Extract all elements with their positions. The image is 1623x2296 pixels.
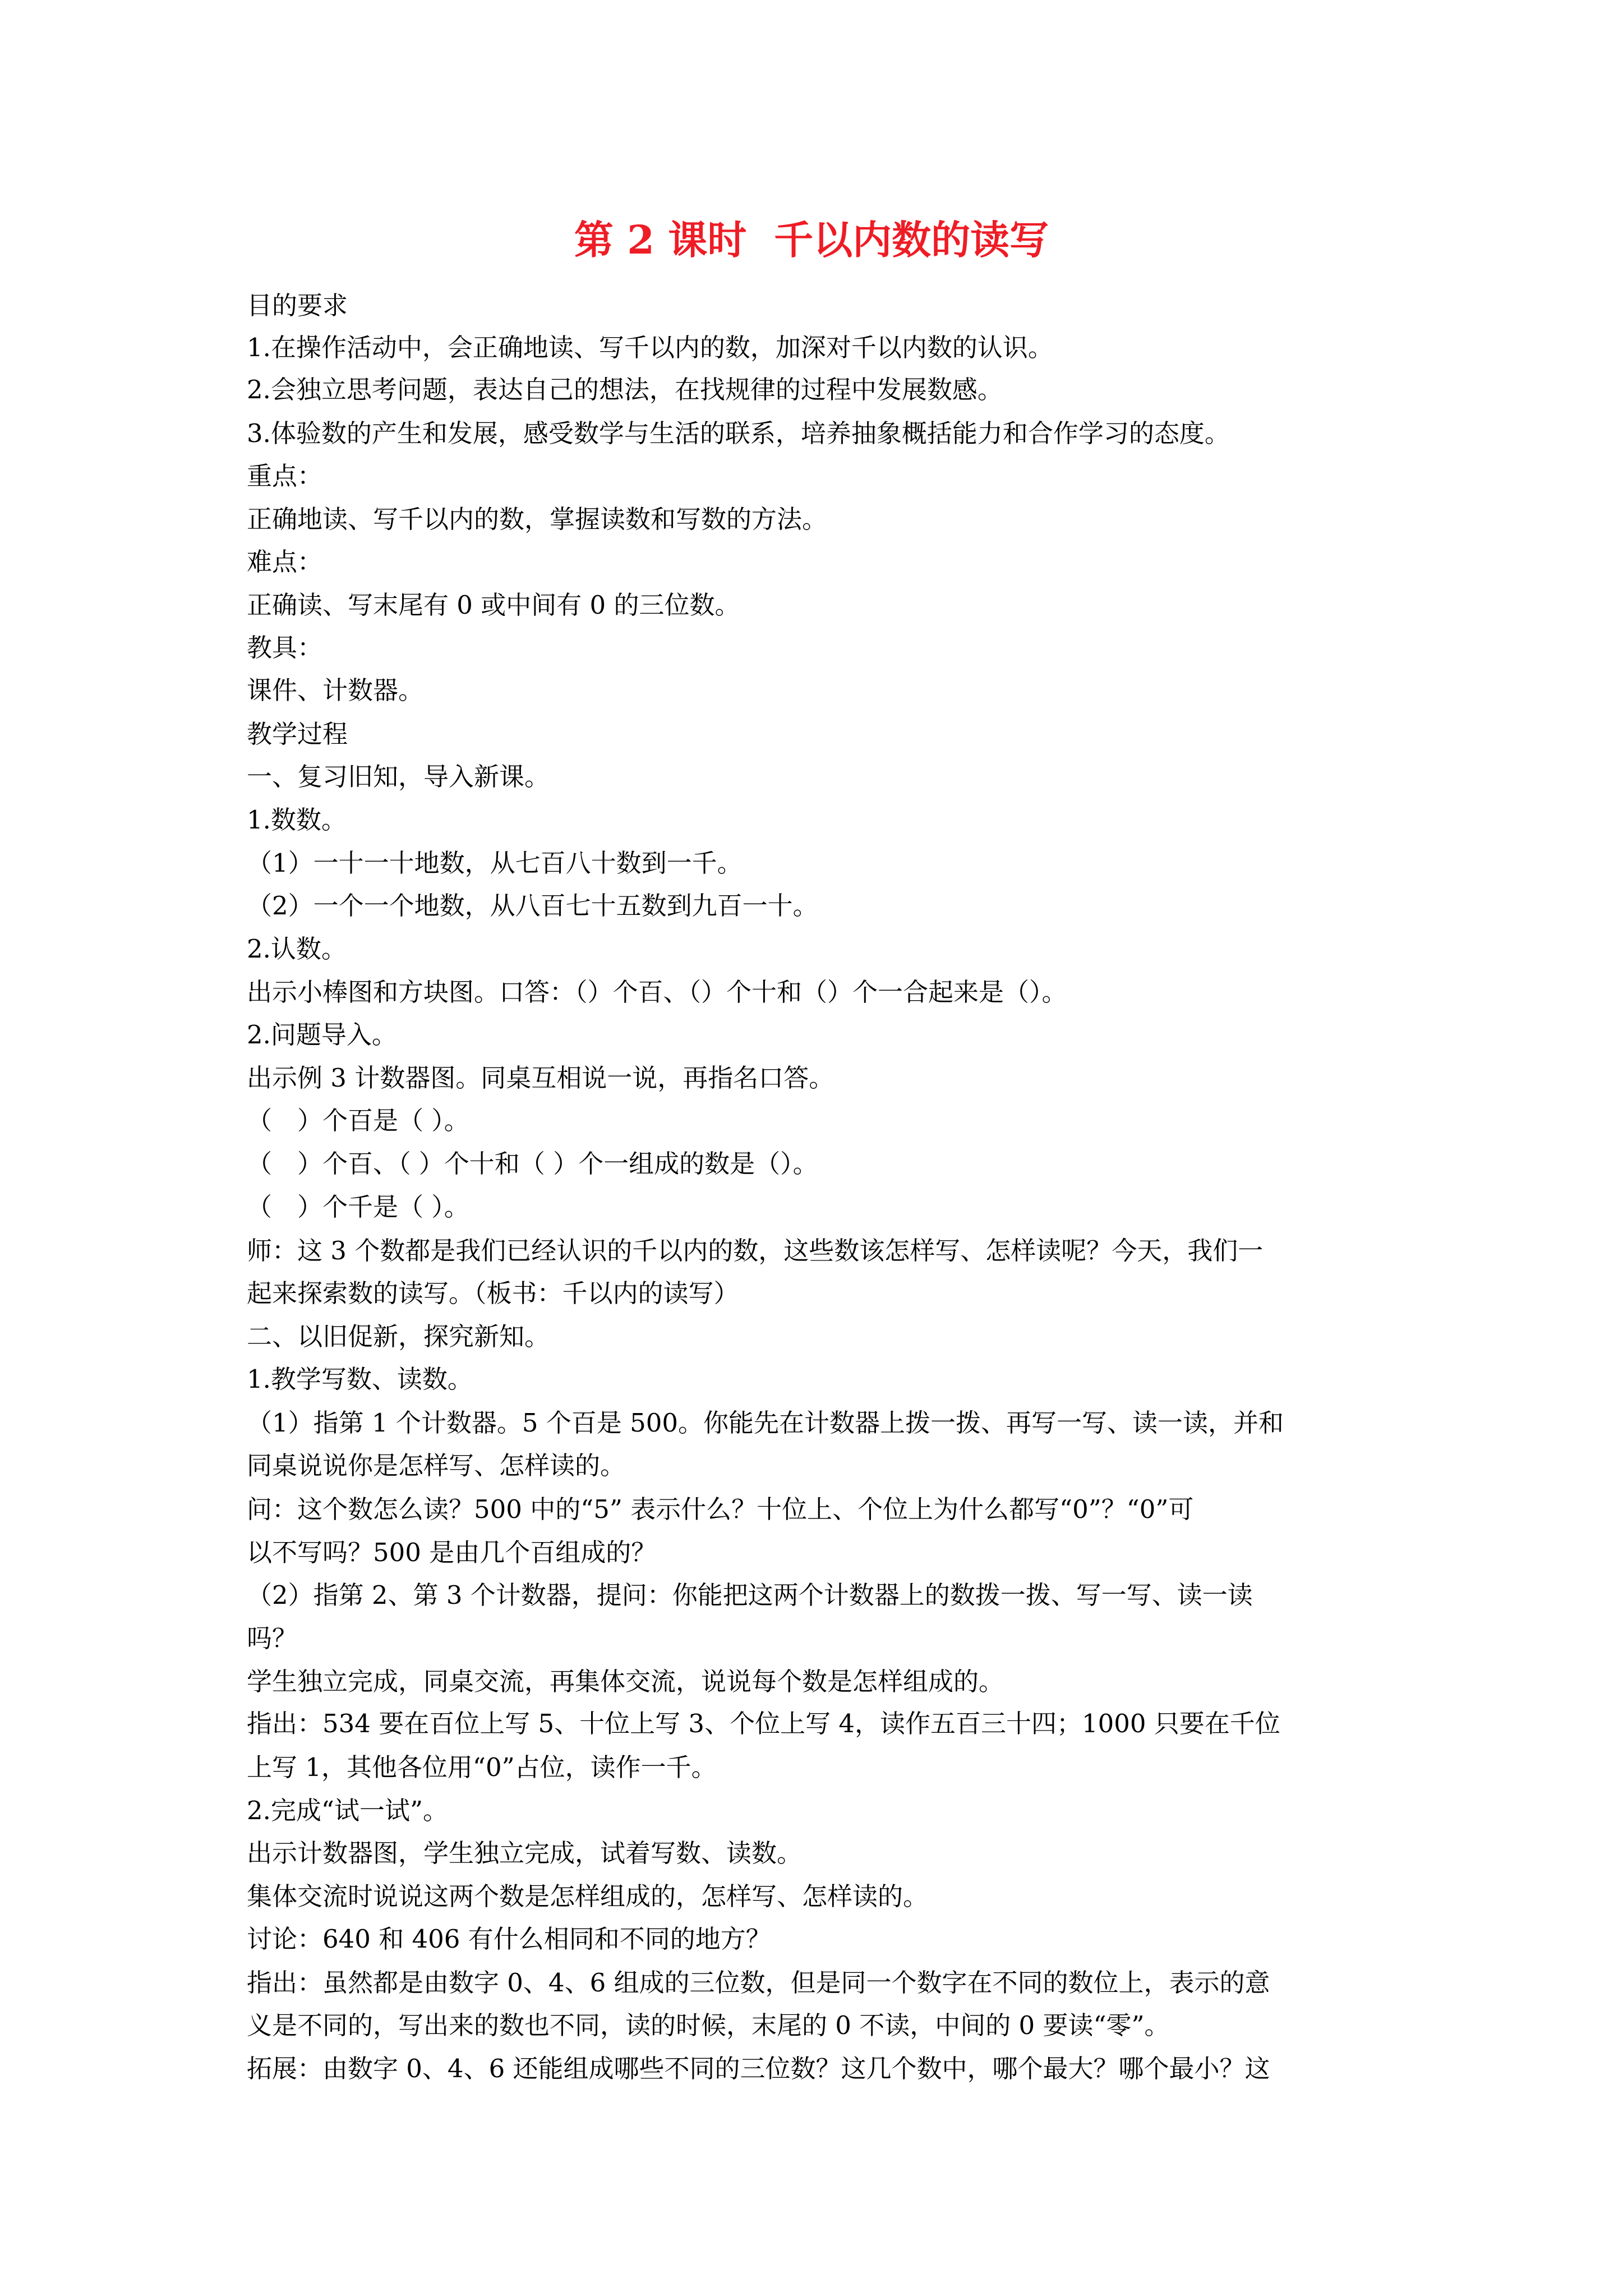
text-line: 二、以旧促新，探究新知。	[247, 1322, 550, 1351]
text-line: 出示计数器图，学生独立完成，试着写数、读数。	[247, 1838, 803, 1868]
text-line: 2.完成“试一试”。	[247, 1796, 448, 1825]
text-line: （ ）个千是（ ）。	[247, 1192, 469, 1222]
text-line: 2.问题导入。	[247, 1020, 397, 1050]
text-line: 师：这 3 个数都是我们已经认识的千以内的数，这些数该怎样写、怎样读呢？今天，我们一	[247, 1236, 1264, 1266]
text-line: 教具：	[247, 633, 323, 662]
text-line: 2.会独立思考问题，表达自己的想法，在找规律的过程中发展数感。	[247, 375, 1003, 404]
text-line: （1）指第 1 个计数器。5 个百是 500。你能先在计数器上拨一拨、再写一写、读一读，并和	[247, 1408, 1284, 1438]
text-line: 讨论：640 和 406 有什么相同和不同的地方？	[247, 1924, 771, 1954]
text-line: 出示小棒图和方块图。口答：（）个百、（）个十和（）个一合起来是（）。	[247, 977, 1067, 1007]
text-line: 指出：虽然都是由数字 0、4、6 组成的三位数，但是同一个数字在不同的数位上，表示的意	[247, 1968, 1270, 1998]
document-title: 第 2 课时 千以内数的读写	[574, 217, 1049, 263]
text-line: 义是不同的，写出来的数也不同，读的时候，末尾的 0 不读，中间的 0 要读“零”。	[247, 2010, 1170, 2040]
text-line: 起来探索数的读写。（板书：千以内的读写）	[247, 1278, 739, 1308]
text-line: 1.在操作活动中，会正确地读、写千以内的数，加深对千以内数的认识。	[247, 333, 1053, 362]
text-line: 以不写吗？500 是由几个百组成的？	[247, 1538, 657, 1567]
text-line: 目的要求	[247, 291, 348, 320]
text-line: 正确读、写末尾有 0 或中间有 0 的三位数。	[247, 590, 740, 620]
text-line: 3.体验数的产生和发展，感受数学与生活的联系，培养抽象概括能力和合作学习的态度。	[247, 418, 1230, 448]
text-line: 难点：	[247, 547, 323, 577]
text-line: 1.数数。	[247, 805, 347, 835]
text-line: 学生独立完成，同桌交流，再集体交流，说说每个数是怎样组成的。	[247, 1667, 1004, 1696]
text-line: 正确地读、写千以内的数，掌握读数和写数的方法。	[247, 504, 828, 534]
text-line: 同桌说说你是怎样写、怎样读的。	[247, 1451, 626, 1480]
text-line: 问：这个数怎么读？500 中的“5” 表示什么？十位上、个位上为什么都写“0”？“0”可	[247, 1494, 1194, 1524]
text-line: 课件、计数器。	[247, 675, 424, 705]
text-line: 一、复习旧知，导入新课。	[247, 762, 550, 792]
text-line: 拓展：由数字 0、4、6 还能组成哪些不同的三位数？这几个数中，哪个最大？哪个最小？这	[247, 2054, 1270, 2083]
text-line: 重点：	[247, 461, 323, 491]
text-line: （2）指第 2、第 3 个计数器，提问：你能把这两个计数器上的数拨一拨、写一写、读一读	[247, 1580, 1253, 1610]
text-line: 集体交流时说说这两个数是怎样组成的，怎样写、怎样读的。	[247, 1881, 929, 1911]
text-line: 2.认数。	[247, 934, 347, 964]
text-line: 上写 1，其他各位用“0”占位，读作一千。	[247, 1752, 717, 1782]
text-line: （1）一十一十地数，从七百八十数到一千。	[247, 848, 743, 878]
text-line: （2）一个一个地数，从八百七十五数到九百一十。	[247, 891, 818, 921]
text-line: 教学过程	[247, 719, 348, 749]
text-line: 吗？	[247, 1623, 298, 1653]
text-line: 指出：534 要在百位上写 5、十位上写 3、个位上写 4，读作五百三十四；1000 只要在千位	[247, 1709, 1280, 1738]
text-line: 出示例 3 计数器图。同桌互相说一说，再指名口答。	[247, 1063, 834, 1093]
text-line: 1.教学写数、读数。	[247, 1364, 473, 1394]
text-line: （ ）个百、（ ）个十和（ ）个一组成的数是（）。	[247, 1149, 818, 1179]
text-line: （ ）个百是（ ）。	[247, 1106, 469, 1135]
